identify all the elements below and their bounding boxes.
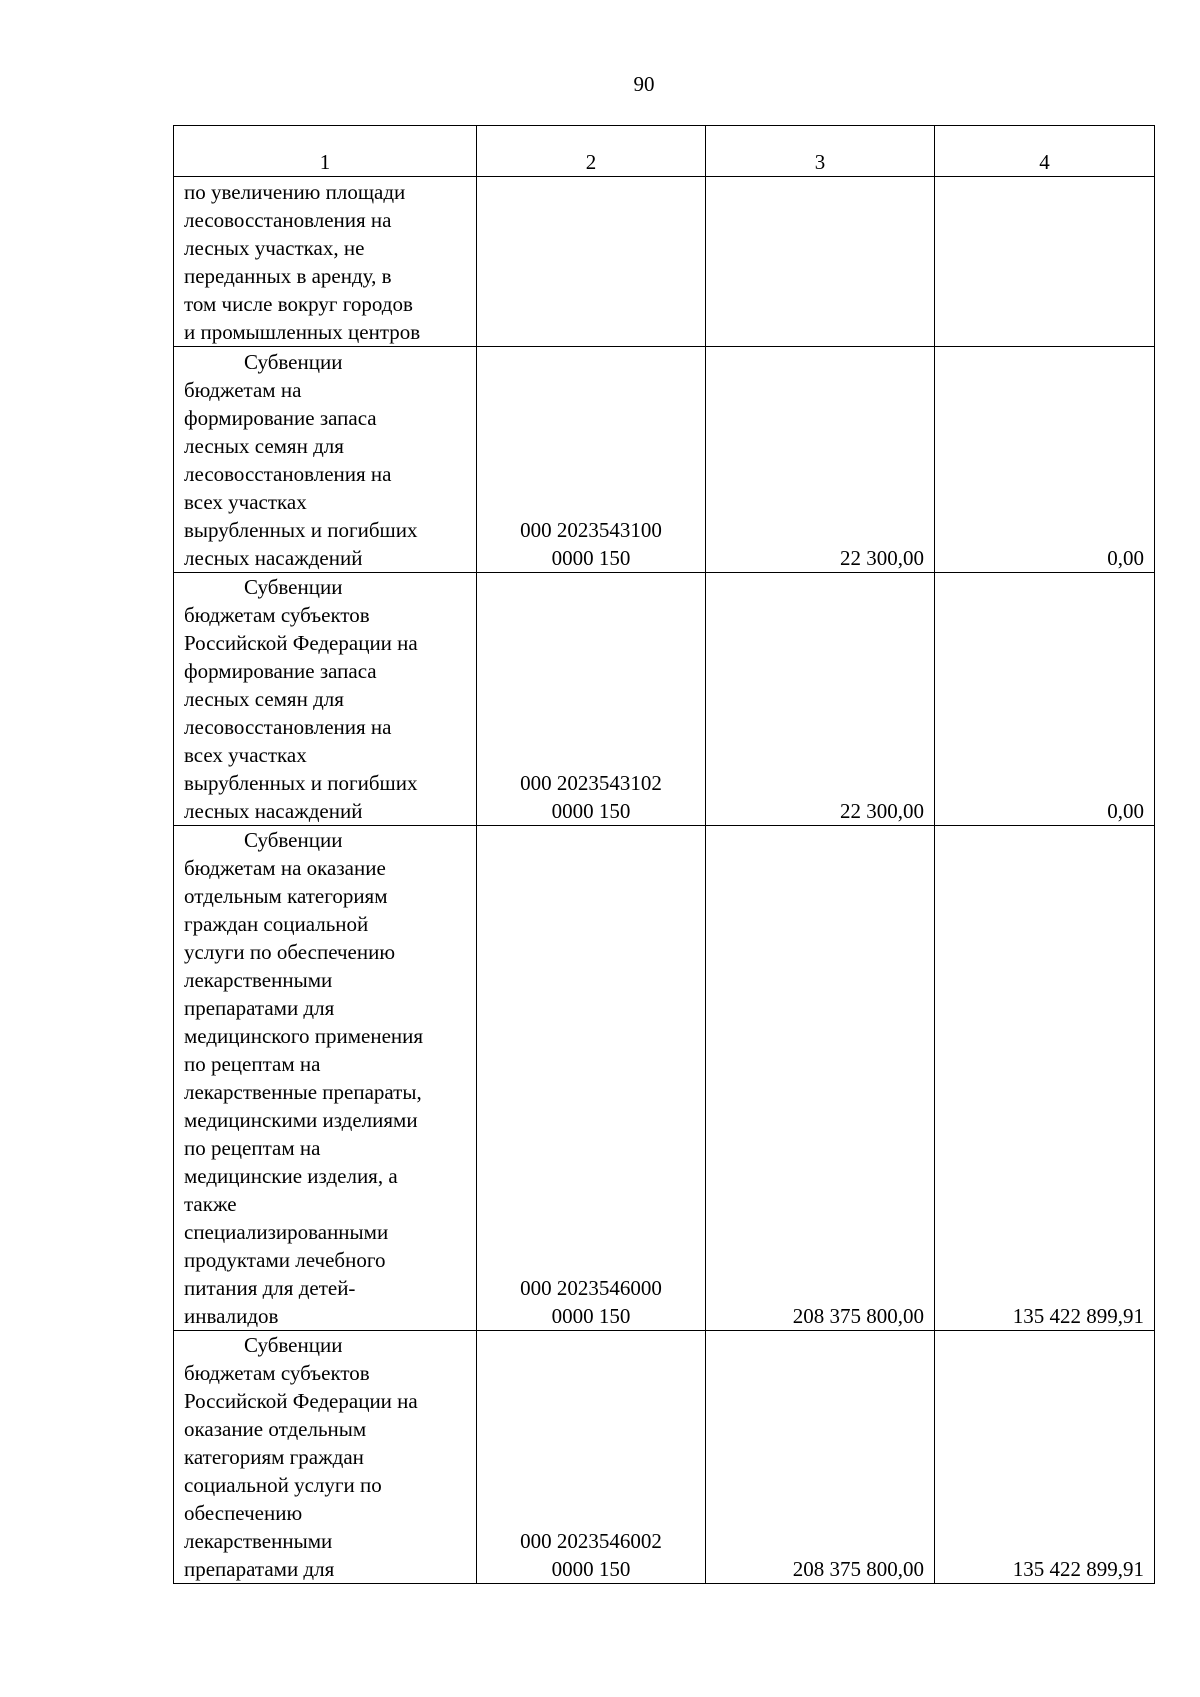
- row-fact-cell: [935, 573, 1155, 826]
- row-plan: 22 300,00: [840, 799, 924, 823]
- budget-table: [173, 125, 1155, 1584]
- header-col-4: 4: [935, 126, 1155, 177]
- row-name: Субвенции бюджетам на формирование запаса лесных семян для лесовосстановления на всех участках вырубленных и погибших лесных насаждений: [184, 350, 418, 570]
- table-row: [174, 347, 1155, 573]
- row-plan-cell: [706, 177, 935, 347]
- row-fact: 135 422 899,91: [1012, 1304, 1144, 1328]
- row-code-cell: [477, 573, 706, 826]
- row-name: Субвенции бюджетам субъектов Российской Федерации на оказание отдельным категориям граждан социальной услуги по обеспечению лекарственными препаратами для: [184, 1333, 418, 1581]
- row-name: Субвенции бюджетам субъектов Российской Федерации на формирование запаса лесных семян для лесовосстановления на всех участках вырубленных и погибших лесных насаждений: [184, 575, 418, 823]
- table-row: [174, 177, 1155, 347]
- row-fact-cell: [935, 177, 1155, 347]
- row-code: 000 2023546002 0000 150: [520, 1529, 662, 1581]
- row-plan: 208 375 800,00: [792, 1304, 924, 1328]
- row-code: 000 2023543102 0000 150: [520, 771, 662, 823]
- row-code-cell: [477, 826, 706, 1331]
- row-name-cell: [174, 1331, 477, 1584]
- row-plan: 208 375 800,00: [792, 1557, 924, 1581]
- row-code: 000 2023543100 0000 150: [520, 518, 662, 570]
- row-code: 000 2023546000 0000 150: [520, 1276, 662, 1328]
- table-row: [174, 1331, 1155, 1584]
- row-fact-cell: [935, 1331, 1155, 1584]
- row-plan-cell: [706, 1331, 935, 1584]
- row-plan-cell: [706, 573, 935, 826]
- row-name: Субвенции бюджетам на оказание отдельным категориям граждан социальной услуги по обеспечению лекарственными препаратами для медицинского применения по рецептам на лекарственные препараты, медицинскими изделиями по рецептам на медицинские изделия, а также специализированными продуктами лечебного питания для детей- инвалидов: [184, 828, 424, 1328]
- row-plan-cell: [706, 347, 935, 573]
- row-fact: 0,00: [1107, 546, 1144, 570]
- row-name-cell: [174, 826, 477, 1331]
- row-fact-cell: [935, 826, 1155, 1331]
- row-name-cell: [174, 177, 477, 347]
- row-name-cell: [174, 573, 477, 826]
- header-col-3: 3: [706, 126, 935, 177]
- row-code-cell: [477, 177, 706, 347]
- row-code-cell: [477, 1331, 706, 1584]
- page-number: 90: [633, 72, 655, 96]
- row-plan: 22 300,00: [840, 546, 924, 570]
- row-name-cell: [174, 347, 477, 573]
- row-plan-cell: [706, 826, 935, 1331]
- row-fact-cell: [935, 347, 1155, 573]
- table-header-row: [174, 126, 1155, 177]
- row-fact: 135 422 899,91: [1012, 1557, 1144, 1581]
- table-row: [174, 826, 1155, 1331]
- table-row: [174, 573, 1155, 826]
- row-fact: 0,00: [1107, 799, 1144, 823]
- row-name: по увеличению площади лесовосстановления на лесных участках, не переданных в аренду, в том числе вокруг городов и промышленных центров: [184, 180, 421, 344]
- header-col-2: 2: [477, 126, 706, 177]
- header-col-1: 1: [174, 126, 477, 177]
- row-code-cell: [477, 347, 706, 573]
